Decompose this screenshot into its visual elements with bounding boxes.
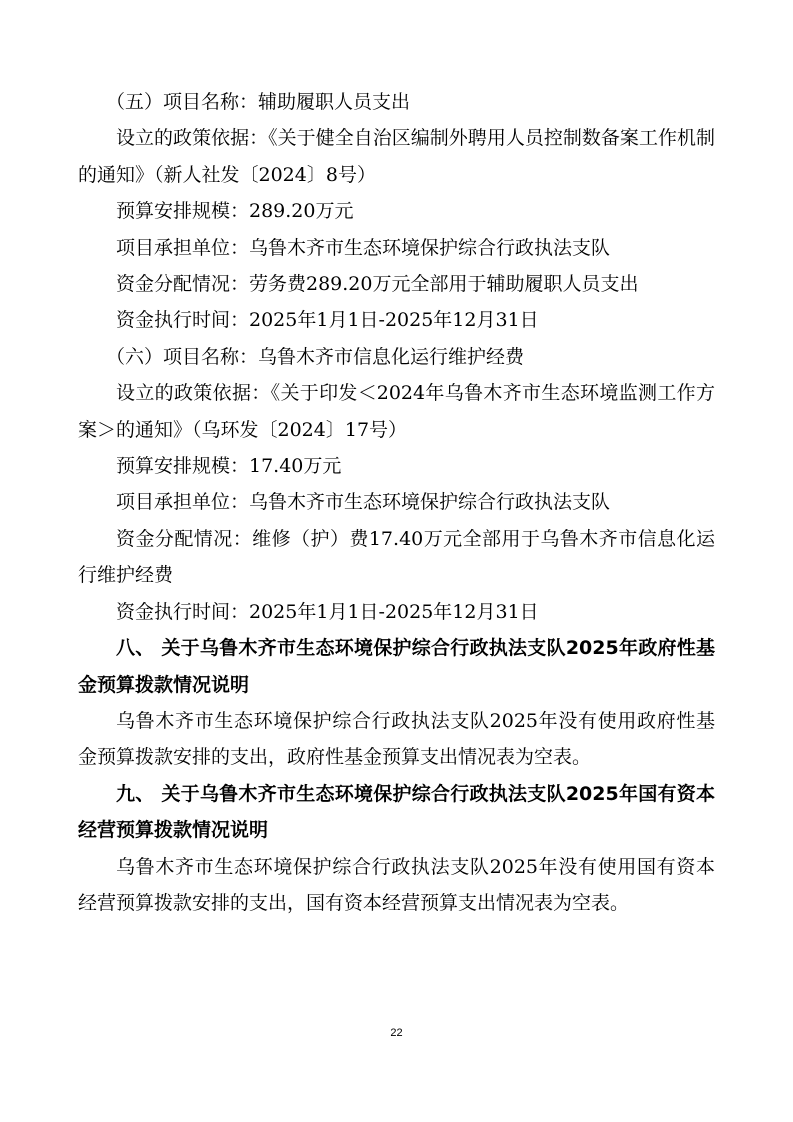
section-8-heading: 八、 关于乌鲁木齐市生态环境保护综合行政执法支队2025年政府性基金预算拨款情况说明 <box>78 637 715 696</box>
project-5-execution-time: 资金执行时间：2025年1月1日-2025年12月31日 <box>116 309 539 332</box>
section-9-heading: 九、 关于乌鲁木齐市生态环境保护综合行政执法支队2025年国有资本经营预算拨款情况说明 <box>78 782 715 842</box>
project-6-fund-allocation: 资金分配情况：维修（护）费17.40万元全部用于乌鲁木齐市信息化运行维护经费 <box>78 527 715 587</box>
project-5-fund-allocation: 资金分配情况：劳务费289.20万元全部用于辅助履职人员支出 <box>116 273 639 296</box>
project-5-policy-basis: 设立的政策依据：《关于健全自治区编制外聘用人员控制数备案工作机制的通知》（新人社发〔2024〕8号） <box>78 127 715 186</box>
project-5-responsible-unit: 项目承担单位：乌鲁木齐市生态环境保护综合行政执法支队 <box>116 236 611 259</box>
project-6-responsible-unit: 项目承担单位：乌鲁木齐市生态环境保护综合行政执法支队 <box>116 491 611 514</box>
project-6-policy-basis: 设立的政策依据：《关于印发＜2024年乌鲁木齐市生态环境监测工作方案＞的通知》（乌环发〔2024〕17号） <box>78 382 715 441</box>
project-5-budget-scale: 预算安排规模：289.20万元 <box>116 200 354 223</box>
page-number: 22 <box>390 1027 403 1039</box>
section-9-body: 乌鲁木齐市生态环境保护综合行政执法支队2025年没有使用国有资本经营预算拨款安排的支出，国有资本经营预算支出情况表为空表。 <box>78 855 715 914</box>
project-6-name: （六）项目名称：乌鲁木齐市信息化运行维护经费 <box>106 345 525 368</box>
project-5-name: （五）项目名称：辅助履职人员支出 <box>106 91 411 113</box>
section-8-body: 乌鲁木齐市生态环境保护综合行政执法支队2025年没有使用政府性基金预算拨款安排的支出，政府性基金预算支出情况表为空表。 <box>78 709 715 769</box>
project-6-execution-time: 资金执行时间：2025年1月1日-2025年12月31日 <box>116 600 539 623</box>
project-6-budget-scale: 预算安排规模：17.40万元 <box>116 455 342 478</box>
document-body <box>78 84 715 921</box>
